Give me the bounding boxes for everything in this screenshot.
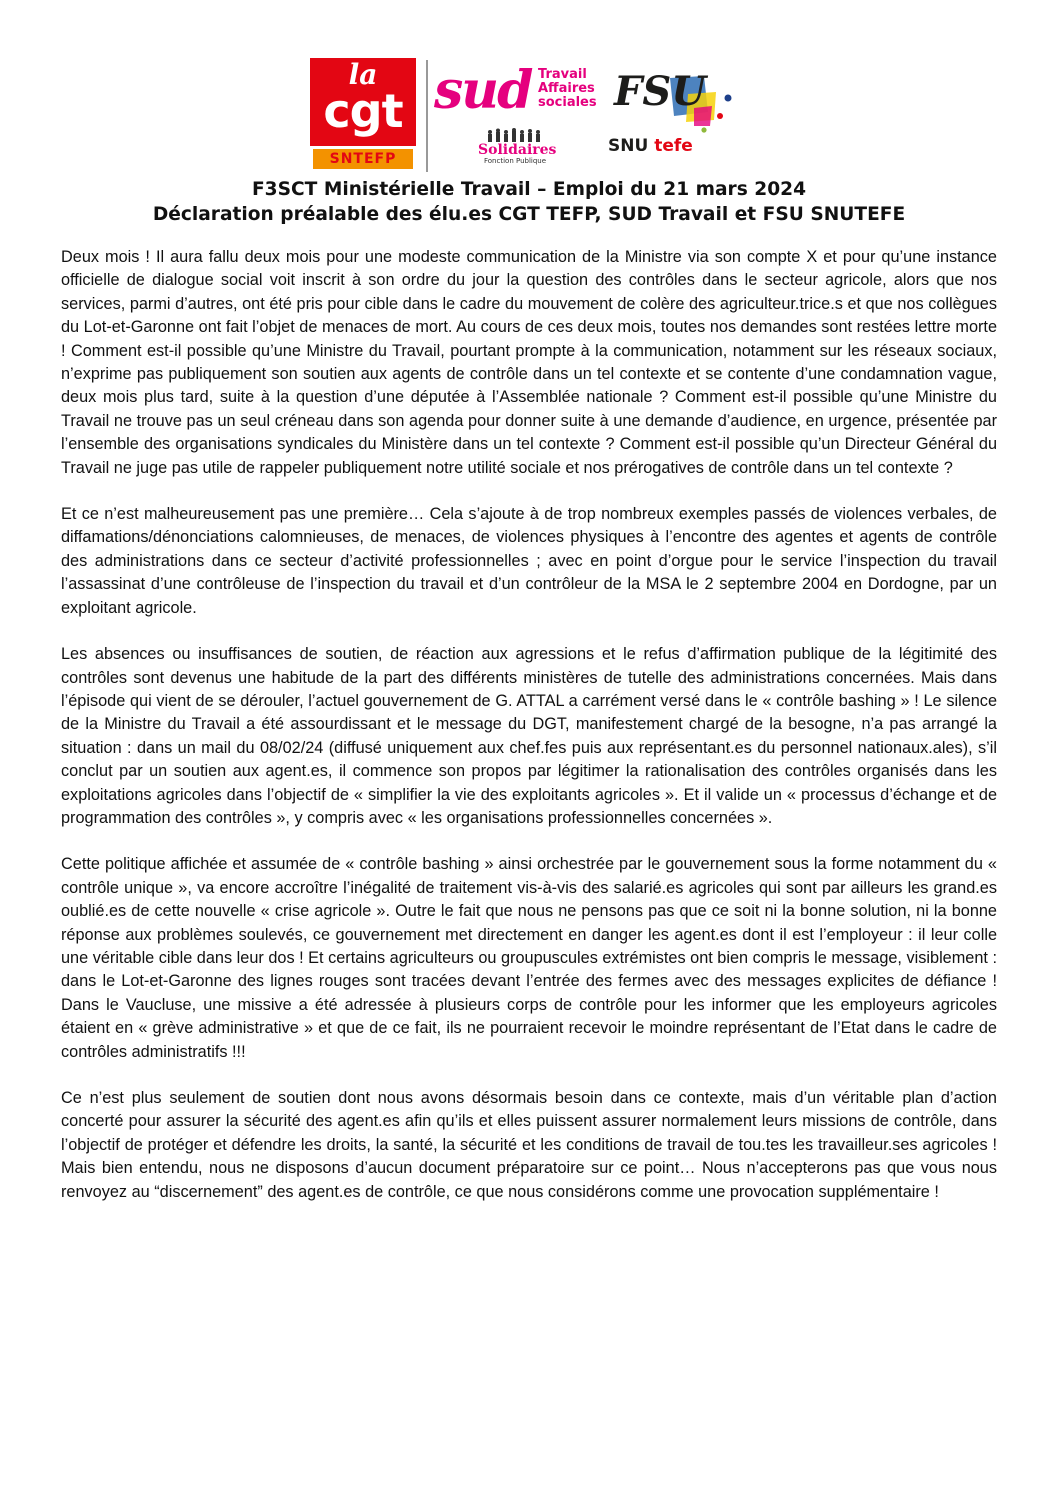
paragraph: Ce n’est plus seulement de soutien dont nous avons désormais besoin dans ce contexte, mais d’un véritable plan d’action concerté pour assurer la sécurité des agent.es afin qu’ils et elles puissent assurer normalement leurs missions de contrôle, dans l’objectif de protéger et défendre les droits, la santé, la sécurité et les conditions de travail de tou.tes les travailleur.ses agricoles ! Mais bien entendu, nous ne disposons d’aucun document préparatoire sur ce point… Nous n’accepterons pas que vous nous renvoyez au “discernement” des agent.es de contrôle, ce que nous considérons comme une provocation supplémentaire ! [61, 1089, 997, 1201]
cgt-sntefp-logo: la cgt SNTEFP [310, 58, 416, 172]
fsu-snutefe-logo: FSU SNU tefe [606, 66, 746, 166]
logo-divider [426, 60, 428, 172]
paragraph: Cette politique affichée et assumée de « contrôle bashing » ainsi orchestrée par le gouvernement sous la forme notamment du « contrôle unique », va encore accroître l’inégalité de traitement vis-à-vis des salarié.es agricoles qui sont par ailleurs les grand.es oublié.es de cette nouvelle « crise agricole ». Outre le fait que nous ne pensons pas que ce soit ni la bonne solution, ni la bonne réponse aux problèmes soulevés, ce gouvernement met directement en danger les agent.es dont il est l’employeur : il leur colle une véritable cible dans leur dos ! Et certains agriculteurs ou groupuscules extrémistes ont bien compris le message, visiblement : dans le Lot-et-Garonne des lignes rouges sont tracées devant l’entrée des fermes avec des messages explicites de défiance ! Dans le Vaucluse, une missive a été adressée à plusieurs corps de contrôle pour les informer que les employeurs agricoles étaient en « grève administrative » et que de ce fait, ils ne pourraient recevoir le moindre représentant de l’Etat dans le cadre de contrôles administratifs !!! [61, 855, 997, 1061]
paragraph: Deux mois ! Il aura fallu deux mois pour une modeste communication de la Ministre via son compte X et pour qu’une instance officielle de dialogue social voit inscrit à son ordre du jour la question des contrôles dans le secteur agricole, alors que nos services, parmi d’autres, ont été pris pour cible dans le cadre du mouvement de colère des agriculteur.trice.s et que nos collègues du Lot-et-Garonne ont fait l’objet de menaces de mort. Au cours de ces deux mois, toutes nos demandes sont restées lettre morte ! Comment est-il possible qu’une Ministre du Travail, pourtant prompte à la communication, notamment sur les réseaux sociaux, n’exprime pas publiquement son soutien aux agents de contrôle dans un tel contexte et se contente d’une condamnation vague, deux mois plus tard, suite à la question d’une députée à l’Assemblée nationale ? Comment est-il possible qu’une Ministre du Travail ne trouve pas un seul créneau dans son agenda pour donner suite à une demande d’audience, en urgence, présentée par l’ensemble des organisations syndicales du Ministère dans un tel contexte ? Comment est-il possible qu’un Directeur Général du Travail ne juge pas utile de rappeler publiquement notre utilité sociale et nos prérogatives de contrôle dans un tel contexte ? [61, 248, 997, 477]
declaration-body [61, 246, 997, 1227]
solidaires-crowd-icon [486, 128, 544, 142]
document-subtitle: Déclaration préalable des élu.es CGT TEFP, SUD Travail et FSU SNUTEFE [152, 204, 906, 225]
sud-travail-logo: sud Travail Affaires sociales Solidaires Fonction Publique [434, 60, 597, 165]
paragraph: Et ce n’est malheureusement pas une première… Cela s’ajoute à de trop nombreux exemples passés de violences verbales, de diffamations/dénonciations calomnieuses, de menaces, de violences physiques à l’encontre des agentes et agents de contrôle des administrations dans ce secteur d’activité professionnelles ; avec en point d’orgue pour le service l’inspection du travail l’assassinat d’une contrôleuse de l’inspection du travail et d’un contrôleur de la MSA le 2 septembre 2004 en Dordogne, par un exploitant agricole. [61, 505, 997, 617]
paragraph: Les absences ou insuffisances de soutien, de réaction aux agressions et le refus d’affirmation publique de la légitimité des contrôles sont devenus une habitude de la part des différents ministères de tutelle des administrations concernées. Mais dans l’épisode qui vient de se dérouler, l’actuel gouvernement de G. ATTAL a carrément versé dans le « contrôle bashing » ! Le silence de la Ministre du Travail a été assourdissant et le message du DGT, manifestement chargé de la besogne, n’a pas arrangé la situation : dans un mail du 08/02/24 (diffusé uniquement aux chef.fes puis aux représentant.es du personnel nationaux.ales), s’il conclut par un soutien aux agent.es, il commence son propos par légitimer la rationalisation des contrôles organisés dans les exploitations agricoles dans l’objectif de « simplifier la vie des exploitants agricoles ». Et il valide un « processus d’échange et de programmation des contrôles », y compris avec « les organisations professionnelles concernées ». [61, 645, 997, 827]
document-title: F3SCT Ministérielle Travail – Emploi du 21 mars 2024 [251, 179, 807, 200]
union-logos [310, 58, 750, 173]
